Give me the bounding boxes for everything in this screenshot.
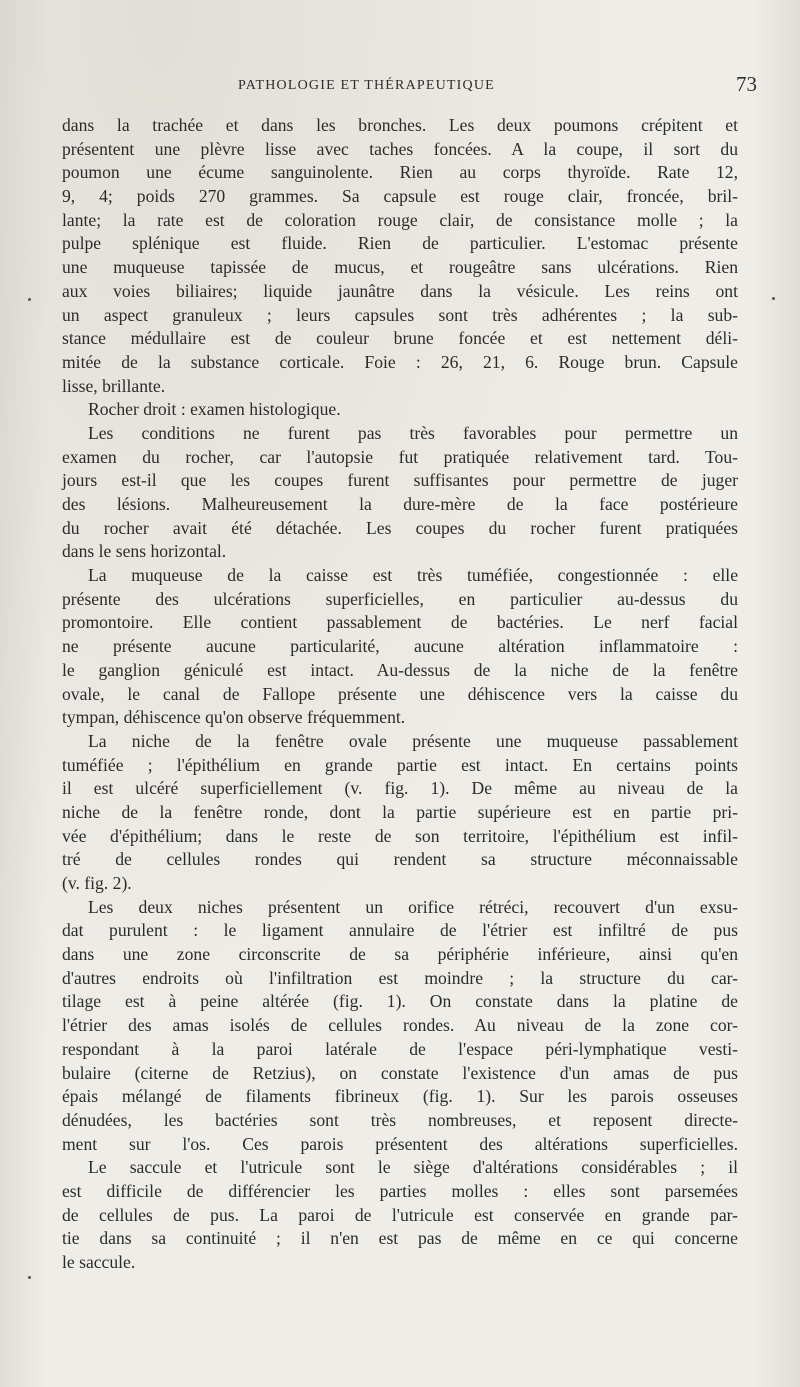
text-line: promontoire. Elle contient passablement de bactéries. Le nerf facial xyxy=(62,612,738,633)
text-line: respondant à la paroi latérale de l'espace péri-lymphatique vesti- xyxy=(62,1038,738,1059)
text-line: jours est-il que les coupes furent suffisantes pour permettre de juger xyxy=(62,470,738,491)
text-line: des lésions. Malheureusement la dure-mère de la face postérieure xyxy=(62,494,738,514)
text-line: La muqueuse de la caisse est très tuméfiée, congestionnée : elle xyxy=(88,565,738,586)
text-line: ne présente aucune particularité, aucune altération inflammatoire : xyxy=(62,636,738,657)
text-line: 9, 4; poids 270 grammes. Sa capsule est rouge clair, froncée, bril- xyxy=(62,186,738,207)
text-line: d'autres endroits où l'infiltration est moindre ; la structure du car- xyxy=(62,967,738,988)
text-line: Le saccule et l'utricule sont le siège d'altérations considérables ; il xyxy=(88,1157,738,1178)
page-header xyxy=(0,72,800,100)
text-line: un aspect granuleux ; leurs capsules sont très adhérentes ; la sub- xyxy=(62,304,738,325)
running-title: PATHOLOGIE ET THÉRAPEUTIQUE xyxy=(238,78,495,93)
text-line: présente des ulcérations superficielles, en particulier au-dessus du xyxy=(62,588,738,609)
text-line: est difficile de différencier les parties molles : elles sont parsemées xyxy=(62,1180,738,1201)
text-line: tympan, déhiscence qu'on observe fréquemment. xyxy=(62,707,406,728)
text-line: Les deux niches présentent un orifice rétréci, recouvert d'un exsu- xyxy=(88,896,738,917)
text-line: lisse, brillante. xyxy=(62,375,166,396)
text-line: vée d'épithélium; dans le reste de son territoire, l'épithélium est infil- xyxy=(62,825,738,846)
text-line: tilage est à peine altérée (fig. 1). On constate dans la platine de xyxy=(62,991,738,1012)
text-line: ovale, le canal de Fallope présente une déhiscence vers la caisse du xyxy=(62,683,738,704)
text-line: de cellules de pus. La paroi de l'utricule est conservée en grande par- xyxy=(62,1204,738,1225)
text-line: stance médullaire est de couleur brune foncée et est nettement déli- xyxy=(62,328,738,349)
text-line: du rocher avait été détachée. Les coupes du rocher furent pratiquées xyxy=(62,517,738,538)
text-line: dat purulent : le ligament annulaire de l'étrier est infiltré de pus xyxy=(62,920,738,941)
text-line: le saccule. xyxy=(62,1252,136,1272)
text-line: examen du rocher, car l'autopsie fut pratiquée relativement tard. Tou- xyxy=(62,446,738,467)
text-line: pulpe splénique est fluide. Rien de particulier. L'estomac présente xyxy=(62,233,738,254)
margin-speck xyxy=(772,297,775,300)
text-line: dans le sens horizontal. xyxy=(62,541,227,562)
page-number: 73 xyxy=(736,72,757,96)
text-line: La niche de la fenêtre ovale présente une muqueuse passablement xyxy=(88,730,738,751)
text-line: niche de la fenêtre ronde, dont la partie supérieure est en partie pri- xyxy=(62,801,738,822)
text-line: dénudées, les bactéries sont très nombreuses, et reposent directe- xyxy=(62,1109,738,1130)
text-line: présentent une plèvre lisse avec taches foncées. A la coupe, il sort du xyxy=(62,138,738,159)
text-line: lante; la rate est de coloration rouge clair, de consistance molle ; la xyxy=(62,209,738,230)
text-line: Rocher droit : examen histologique. xyxy=(88,399,341,420)
text-line: le ganglion géniculé est intact. Au-dessus de la niche de la fenêtre xyxy=(62,659,738,680)
text-line: tré de cellules rondes qui rendent sa structure méconnaissable xyxy=(62,849,738,870)
margin-speck xyxy=(28,298,31,301)
text-line: ment sur l'os. Ces parois présentent des altérations superficielles. xyxy=(62,1133,738,1154)
text-line: une muqueuse tapissée de mucus, et rougeâtre sans ulcérations. Rien xyxy=(62,257,738,278)
text-line: aux voies biliaires; liquide jaunâtre dans la vésicule. Les reins ont xyxy=(62,280,738,301)
text-line: tuméfiée ; l'épithélium en grande partie est intact. En certains points xyxy=(62,754,738,775)
text-line: il est ulcéré superficiellement (v. fig. 1). De même au niveau de la xyxy=(62,778,738,799)
text-line: mitée de la substance corticale. Foie : 26, 21, 6. Rouge brun. Capsule xyxy=(62,351,738,372)
text-line: dans la trachée et dans les bronches. Les deux poumons crépitent et xyxy=(62,115,738,135)
text-line: (v. fig. 2). xyxy=(62,873,132,893)
text-line: dans une zone circonscrite de sa périphérie inférieure, ainsi qu'en xyxy=(62,944,738,965)
text-line: bulaire (citerne de Retzius), on constate l'existence d'un amas de pus xyxy=(62,1062,738,1083)
text-line: poumon une écume sanguinolente. Rien au corps thyroïde. Rate 12, xyxy=(62,162,738,183)
body-text xyxy=(62,114,738,1275)
text-line: tie dans sa continuité ; il n'en est pas de même en ce qui concerne xyxy=(62,1228,738,1249)
text-line: épais mélangé de filaments fibrineux (fig. 1). Sur les parois osseuses xyxy=(62,1086,738,1107)
margin-speck xyxy=(28,1276,31,1279)
text-line: Les conditions ne furent pas très favorables pour permettre un xyxy=(88,422,738,443)
text-line: l'étrier des amas isolés de cellules rondes. Au niveau de la zone cor- xyxy=(62,1015,738,1036)
